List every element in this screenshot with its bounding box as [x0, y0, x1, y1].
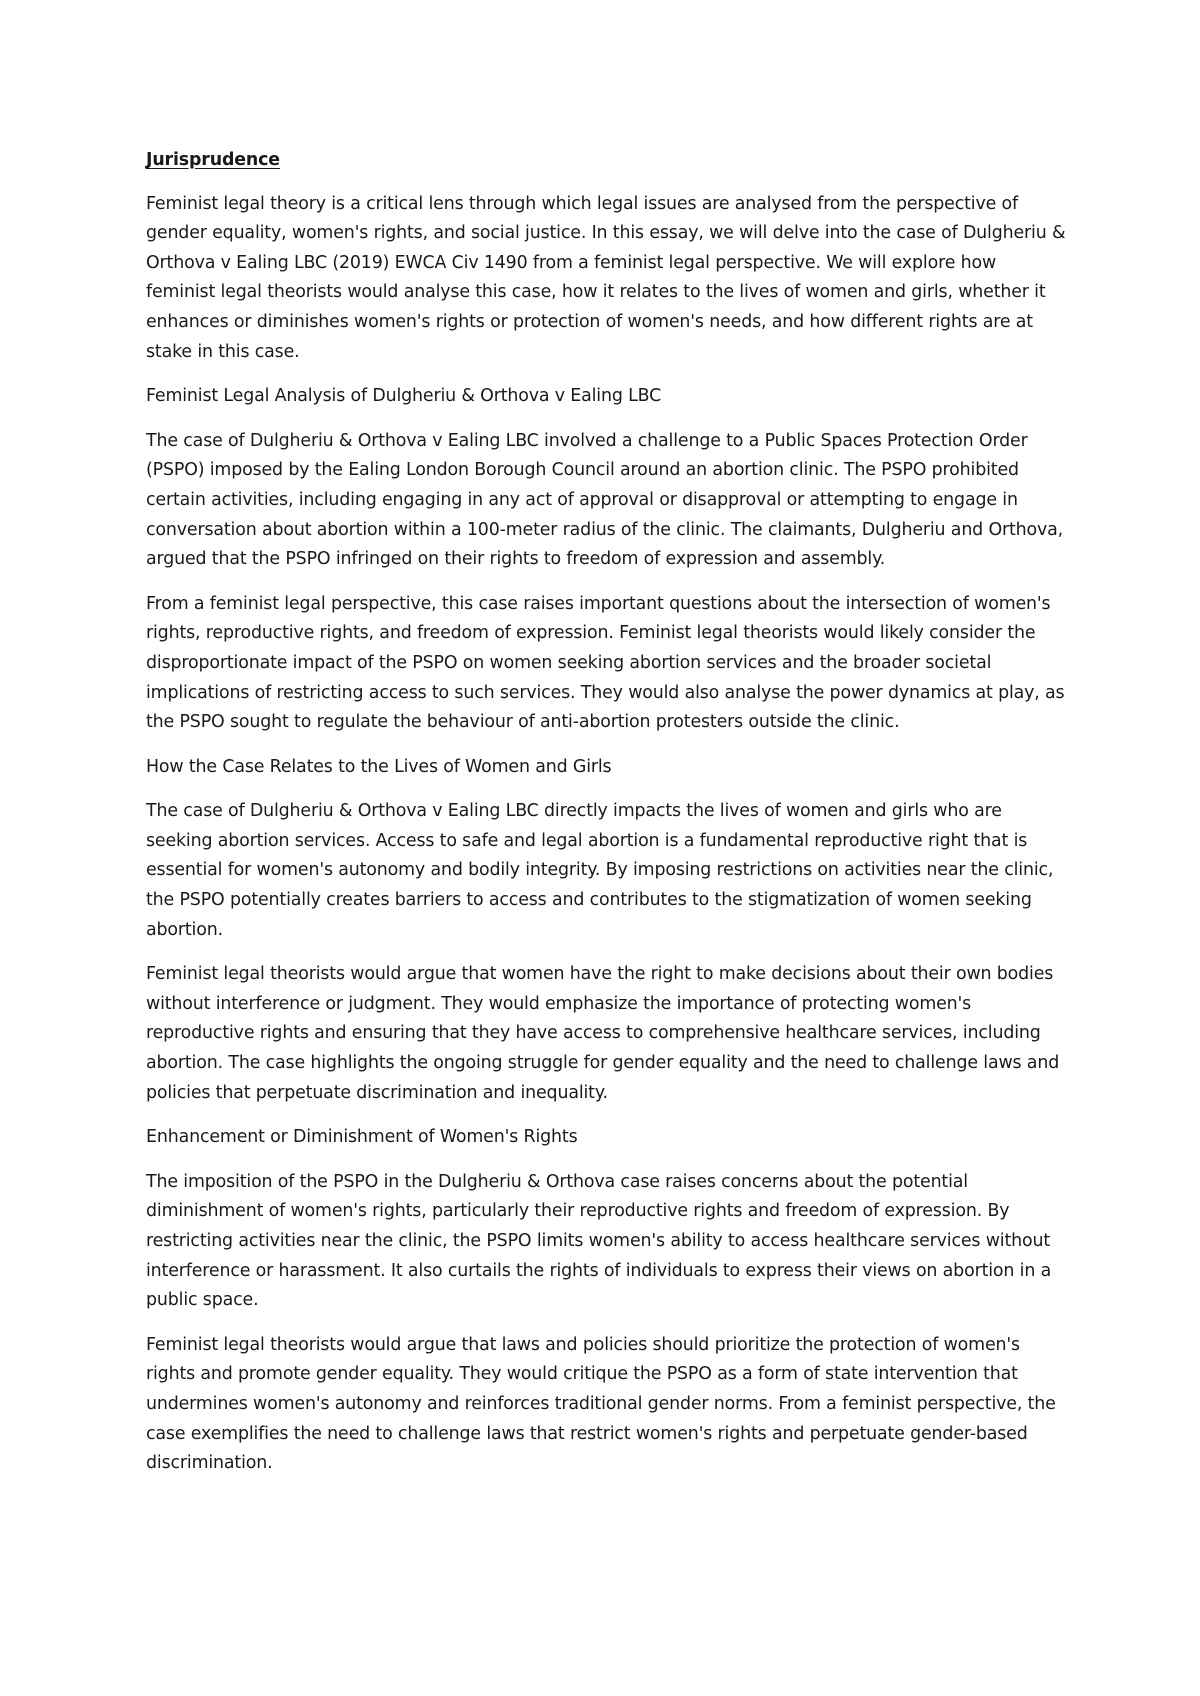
paragraph-bodily-autonomy: Feminist legal theorists would argue that women have the right to make decisions about their own bodies without interference or judgment. They would emphasize the importance of protecting women's reproductive rights and ensuring that they have access to comprehensive healthcare services, including abortion. The case highlights the ongoing struggle for gender equality and the need to challenge laws and policies that perpetuate discrimination and inequality.: [146, 964, 1060, 1103]
paragraph-case-summary: The case of Dulgheriu & Orthova v Ealing LBC involved a challenge to a Public Spaces Protection Order (PSPO) imposed by the Ealing London Borough Council around an abortion clinic. The PSPO prohibited certain activities, including engaging in any act of approval or disapproval or attempting to engage in conversation about abortion within a 100-meter radius of the clinic. The claimants, Dulgheriu and Orthova, argued that the PSPO infringed on their rights to freedom of expression and assembly.: [146, 430, 1064, 570]
section-heading-lives: How the Case Relates to the Lives of Women and Girls: [146, 756, 612, 777]
section-heading-analysis: Feminist Legal Analysis of Dulgheriu & Orthova v Ealing LBC: [146, 386, 662, 407]
paragraph-intro: Feminist legal theory is a critical lens through which legal issues are analysed from the perspective of gender equality, women's rights, and social justice. In this essay, we will delve into the case of Dulgheriu & Orthova v Ealing LBC (2019) EWCA Civ 1490 from a feminist legal perspective. We will explore how feminist legal theorists would analyse this case, how it relates to the lives of women and girls, whether it enhances or diminishes women's rights or protection of women's needs, and how different rights are at stake in this case.: [146, 193, 1066, 362]
document-body: [146, 146, 1066, 1494]
section-heading-rights: Enhancement or Diminishment of Women's Rights: [146, 1127, 578, 1148]
paragraph-impact: The case of Dulgheriu & Orthova v Ealing LBC directly impacts the lives of women and girls who are seeking abortion services. Access to safe and legal abortion is a fundamental reproductive right that is essential for women's autonomy and bodily integrity. By imposing restrictions on activities near the clinic, the PSPO potentially creates barriers to access and contributes to the stigmatization of women seeking abortion.: [146, 801, 1054, 940]
paragraph-diminishment: The imposition of the PSPO in the Dulgheriu & Orthova case raises concerns about the potential diminishment of women's rights, particularly their reproductive rights and freedom of expression. By restricting activities near the clinic, the PSPO limits women's ability to access healthcare services without interference or harassment. It also curtails the rights of individuals to express their views on abortion in a public space.: [146, 1171, 1052, 1311]
paragraph-conclusion: Feminist legal theorists would argue that laws and policies should prioritize the protection of women's rights and promote gender equality. They would critique the PSPO as a form of state intervention that undermines women's autonomy and reinforces traditional gender norms. From a feminist perspective, the case exemplifies the need to challenge laws that restrict women's rights and perpetuate gender-based discrimination.: [146, 1334, 1056, 1474]
document-title: Jurisprudence: [146, 150, 280, 170]
paragraph-feminist-perspective: From a feminist legal perspective, this case raises important questions about the intersection of women's rights, reproductive rights, and freedom of expression. Feminist legal theorists would likely consider the disproportionate impact of the PSPO on women seeking abortion services and the broader societal implications of restricting access to such services. They would also analyse the power dynamics at play, as the PSPO sought to regulate the behaviour of anti-abortion protesters outside the clinic.: [146, 593, 1065, 733]
